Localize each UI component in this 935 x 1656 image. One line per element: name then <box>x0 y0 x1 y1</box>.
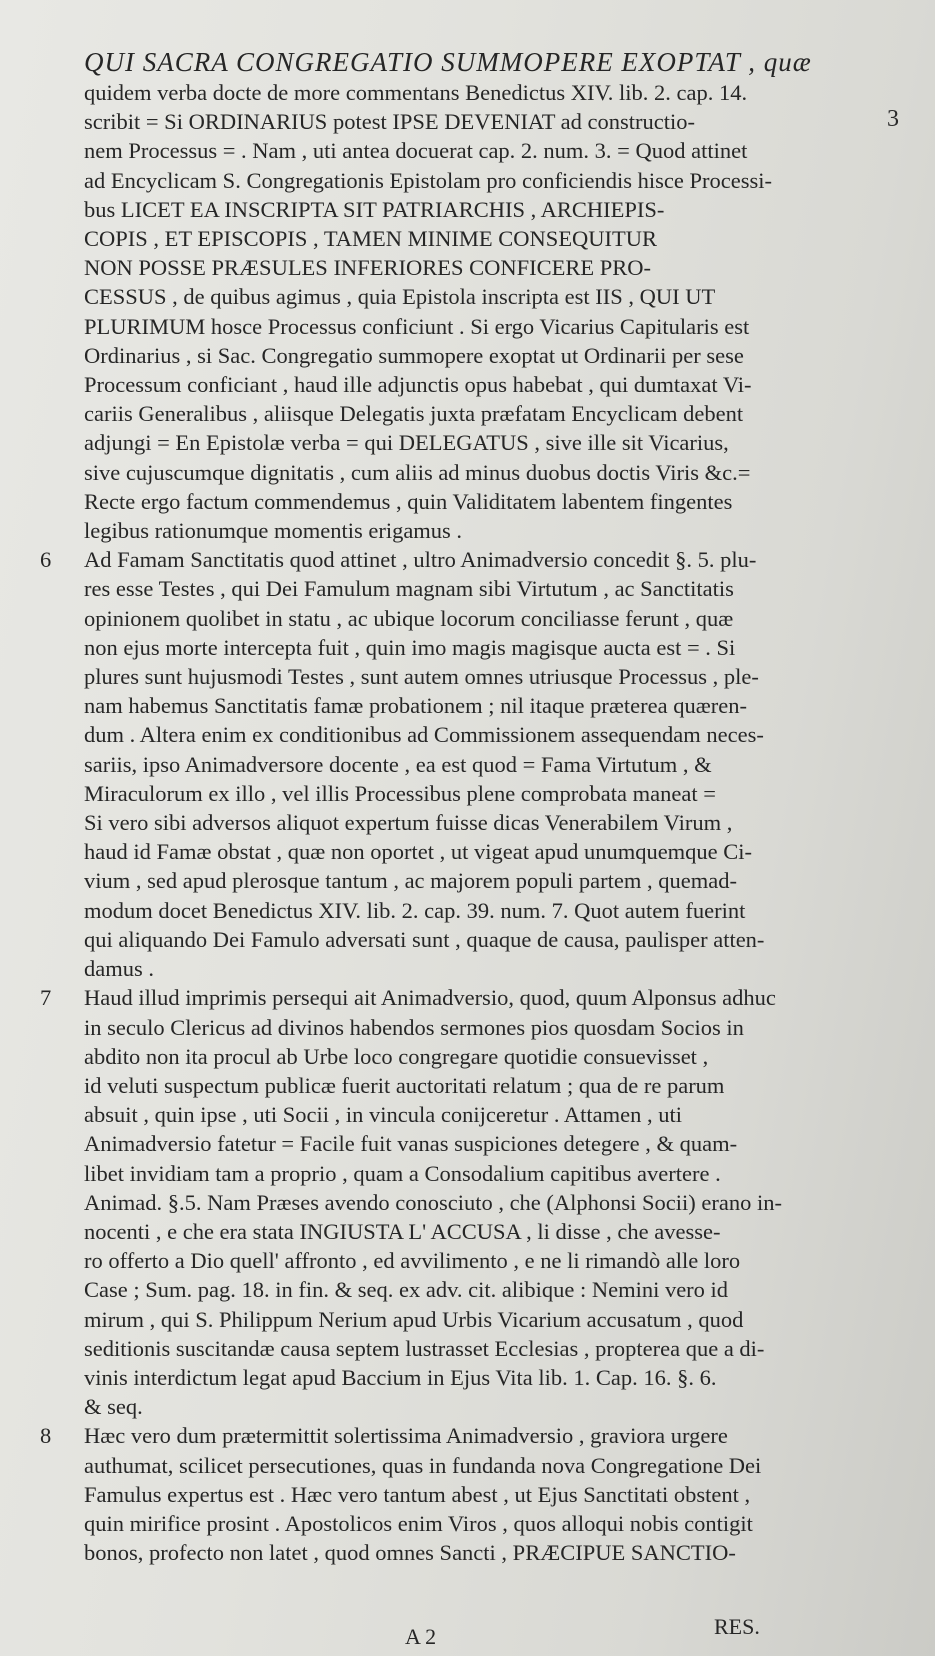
text-line: authumat, scilicet persecutiones, quas in fundanda nova Congregatione Dei <box>84 1452 762 1478</box>
text-line: & seq. <box>84 1394 143 1420</box>
text-line: legibus rationumque momentis erigamus . <box>84 518 463 544</box>
page-number: 3 <box>887 106 899 132</box>
text-line: adjungi = En Epistolæ verba = qui DELEGATUS , sive ille sit Vicarius, <box>84 430 729 456</box>
text-line: sariis, ipso Animadversore docente , ea est quod = Fama Virtutum , & <box>84 751 712 777</box>
line-text: Hæc vero dum prætermittit solertissima Animadversio , graviora urgere <box>84 1423 728 1449</box>
text-line: bus LICET EA INSCRIPTA SIT PATRIARCHIS , ARCHIEPIS- <box>84 196 665 222</box>
text-line: haud id Famæ obstat , quæ non oportet , ut vigeat apud unumquemque Ci- <box>84 839 753 865</box>
paragraph-8 <box>40 1421 898 1567</box>
text-line <box>40 983 898 1012</box>
line-text: Haud illud imprimis persequi ait Animadversio, quod, quum Alponsus adhuc <box>84 985 776 1011</box>
text-line: opinionem quolibet in statu , ac ubique locorum conciliasse ferunt , quæ <box>84 605 734 631</box>
text-line: CESSUS , de quibus agimus , quia Epistola inscripta est IIS , QUI UT <box>84 284 716 310</box>
text-line: nam habemus Sanctitatis famæ probationem ; nil itaque præterea quæren- <box>84 693 747 719</box>
text-line: non ejus morte intercepta fuit , quin imo magis magisque aucta est = . Si <box>84 634 736 660</box>
text-line: absuit , quin ipse , uti Socii , in vincula conijceretur . Attamen , uti <box>84 1102 683 1128</box>
text-line: bonos, profecto non latet , quod omnes Sancti , PRÆCIPUE SANCTIO- <box>84 1540 736 1566</box>
opening-line: QUI SACRA CONGREGATIO SUMMOPERE EXOPTAT , quæ <box>84 47 812 77</box>
text-line: nocenti , e che era stata INGIUSTA L' ACCUSA , li disse , che avesse- <box>84 1218 721 1244</box>
text-line: dum . Altera enim ex conditionibus ad Commissionem assequendam neces- <box>84 722 764 748</box>
paragraph-number: 8 <box>40 1423 52 1449</box>
text-line: modum docet Benedictus XIV. lib. 2. cap. 39. num. 7. Quot autem fuerint <box>84 897 746 923</box>
text-line: PLURIMUM hosce Processus conficiunt . Si ergo Vicarius Capitularis est <box>84 313 750 339</box>
text-line: ad Encyclicam S. Congregationis Epistolam pro conficiendis hisce Processi- <box>84 167 772 193</box>
text-line: Miraculorum ex illo , vel illis Processibus plene comprobata maneat = <box>84 780 716 806</box>
text-line: NON POSSE PRÆSULES INFERIORES CONFICERE PRO- <box>84 255 651 281</box>
body-text <box>40 46 898 1567</box>
text-line: qui aliquando Dei Famulo adversati sunt , quaque de causa, paulisper atten- <box>84 926 765 952</box>
text-line <box>40 545 898 574</box>
signature-mark: A 2 <box>405 1624 437 1649</box>
text-line: id veluti suspectum publicæ fuerit auctoritati relatum ; qua de re parum <box>84 1072 725 1098</box>
text-line: Animadversio fatetur = Facile fuit vanas suspiciones detegere , & quam- <box>84 1131 738 1157</box>
paragraph-7 <box>40 983 898 1421</box>
paragraph-6 <box>40 545 898 983</box>
text-line: damus . <box>84 956 154 982</box>
paragraph-number: 6 <box>40 547 52 573</box>
text-line: Animad. §.5. Nam Præses avendo conosciuto , che (Alphonsi Socii) erano in- <box>84 1189 782 1215</box>
text-line: Si vero sibi adversos aliquot expertum fuisse dicas Venerabilem Virum , <box>84 810 733 836</box>
text-line: cariis Generalibus , aliisque Delegatis juxta præfatam Encyclicam debent <box>84 401 744 427</box>
text-line: plures sunt hujusmodi Testes , sunt autem omnes utriusque Processus , ple- <box>84 664 759 690</box>
text-line: sive cujuscumque dignitatis , cum aliis ad minus duobus doctis Viris &c.= <box>84 459 751 485</box>
text-line: quin mirifice prosint . Apostolicos enim Viros , quos alloqui nobis contigit <box>84 1510 753 1536</box>
page-footer <box>0 1614 935 1654</box>
paragraph-5-continued <box>40 78 898 545</box>
text-line: Famulus expertus est . Hæc vero tantum abest , ut Ejus Sanctitati obstent , <box>84 1481 751 1507</box>
text-line: res esse Testes , qui Dei Famulum magnam sibi Virtutum , ac Sanctitatis <box>84 576 734 602</box>
text-line: abdito non ita procul ab Urbe loco congregare quotidie consuevisset , <box>84 1043 709 1069</box>
line-text: Ad Famam Sanctitatis quod attinet , ultro Animadversio concedit §. 5. plu- <box>84 547 757 573</box>
text-line: ro offerto a Dio quell' affronto , ed avvilimento , e ne li rimandò alle loro <box>84 1248 741 1274</box>
text-line: Recte ergo factum commendemus , quin Validitatem labentem fingentes <box>84 488 733 514</box>
text-line: quidem verba docte de more commentans Benedictus XIV. lib. 2. cap. 14. <box>84 80 748 105</box>
catchword: RES. <box>714 1614 760 1639</box>
text-line: scribit = Si ORDINARIUS potest IPSE DEVENIAT ad constructio- <box>84 109 695 135</box>
text-line: Case ; Sum. pag. 18. in fin. & seq. ex adv. cit. alibique : Nemini vero id <box>84 1277 729 1303</box>
text-line: libet invidiam tam a proprio , quam a Consodalium capitibus avertere . <box>84 1160 721 1186</box>
text-line: vium , sed apud plerosque tantum , ac majorem populi partem , quemad- <box>84 868 737 894</box>
text-line <box>40 1421 898 1450</box>
text-line: vinis interdictum legat apud Baccium in Ejus Vita lib. 1. Cap. 16. §. 6. <box>84 1364 717 1390</box>
text-line: Processum conficiant , haud ille adjunctis opus habebat , qui dumtaxat Vi- <box>84 372 752 398</box>
text-line: mirum , qui S. Philippum Nerium apud Urbis Vicarium accusatum , quod <box>84 1306 744 1332</box>
paragraph-number: 7 <box>40 985 52 1011</box>
text-line: Ordinarius , si Sac. Congregatio summopere exoptat ut Ordinarii per sese <box>84 342 744 368</box>
text-line: in seculo Clericus ad divinos habendos sermones pios quosdam Socios in <box>84 1014 744 1040</box>
text-line: COPIS , ET EPISCOPIS , TAMEN MINIME CONSEQUITUR <box>84 226 658 252</box>
text-line: seditionis suscitandæ causa septem lustrasset Ecclesias , propterea que a di- <box>84 1335 765 1361</box>
text-line: nem Processus = . Nam , uti antea docuerat cap. 2. num. 3. = Quod attinet <box>84 138 748 164</box>
